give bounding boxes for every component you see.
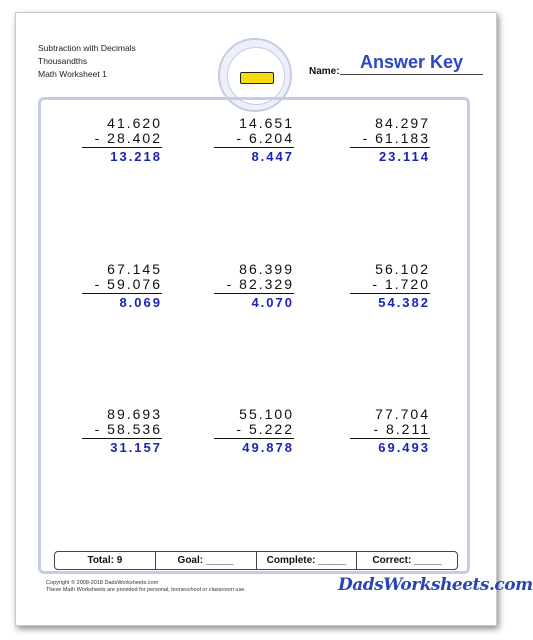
worksheet-number: Math Worksheet 1 <box>38 69 107 79</box>
problem-subtrahend: - 5.222 <box>236 421 294 437</box>
problems-frame <box>38 97 470 574</box>
worksheet-title: Subtraction with Decimals <box>38 43 136 53</box>
problem-rule <box>214 147 294 148</box>
problem-minuend: 41.620 <box>107 115 162 131</box>
name-label: Name: <box>309 66 340 77</box>
dadsworksheets-logo: DadsWorksheets.com <box>338 575 533 595</box>
problem-4 <box>82 262 162 310</box>
total-count: Total: 9 <box>55 552 156 569</box>
problem-minuend: 14.651 <box>239 115 294 131</box>
problem-answer: 4.070 <box>251 295 294 310</box>
problem-answer: 13.218 <box>110 149 162 164</box>
problem-rule <box>350 293 430 294</box>
problem-1 <box>82 116 162 164</box>
problem-minuend: 56.102 <box>375 261 430 277</box>
answer-key-label: Answer Key <box>359 52 464 72</box>
problem-answer: 8.069 <box>119 295 162 310</box>
problem-rule <box>214 438 294 439</box>
problem-answer: 69.493 <box>378 440 430 455</box>
problem-rule <box>350 438 430 439</box>
problem-minuend: 77.704 <box>375 406 430 422</box>
pencil-icon <box>240 72 274 84</box>
problem-rule <box>82 147 162 148</box>
usage-note: These Math Worksheets are provided for personal, homeschool or classroom use. <box>46 587 246 593</box>
problem-answer: 8.447 <box>251 149 294 164</box>
complete-field: Complete: _____ <box>257 552 358 569</box>
problem-rule <box>350 147 430 148</box>
problem-minuend: 86.399 <box>239 261 294 277</box>
problem-subtrahend: - 61.183 <box>362 130 430 146</box>
problem-answer: 54.382 <box>378 295 430 310</box>
problem-rule <box>82 293 162 294</box>
problem-subtrahend: - 6.204 <box>236 130 294 146</box>
worksheet-header <box>38 42 136 81</box>
problem-7 <box>82 407 162 455</box>
problem-subtrahend: - 59.076 <box>94 276 162 292</box>
goal-field: Goal: _____ <box>156 552 257 569</box>
problem-subtrahend: - 58.536 <box>94 421 162 437</box>
copyright-line: Copyright © 2008-2018 DadsWorksheets.com <box>46 580 159 586</box>
problem-answer: 31.157 <box>110 440 162 455</box>
problem-subtrahend: - 1.720 <box>372 276 430 292</box>
problem-5 <box>214 262 294 310</box>
problem-8 <box>214 407 294 455</box>
problem-subtrahend: - 82.329 <box>226 276 294 292</box>
problem-minuend: 89.693 <box>107 406 162 422</box>
problem-answer: 49.878 <box>242 440 294 455</box>
problem-answer: 23.114 <box>378 149 430 164</box>
problem-subtrahend: - 8.211 <box>373 421 430 437</box>
score-summary-box <box>54 551 458 570</box>
problem-9 <box>350 407 430 455</box>
problem-3 <box>350 116 430 164</box>
problem-subtrahend: - 28.402 <box>94 130 162 146</box>
problem-rule <box>214 293 294 294</box>
problem-rule <box>82 438 162 439</box>
worksheet-subtitle: Thousandths <box>38 56 88 66</box>
copyright-notice <box>46 580 246 594</box>
problem-6 <box>350 262 430 310</box>
problem-minuend: 84.297 <box>375 115 430 131</box>
problem-minuend: 55.100 <box>239 406 294 422</box>
problem-2 <box>214 116 294 164</box>
correct-field: Correct: _____ <box>372 555 442 566</box>
name-field-line <box>340 74 483 75</box>
problem-minuend: 67.145 <box>107 261 162 277</box>
